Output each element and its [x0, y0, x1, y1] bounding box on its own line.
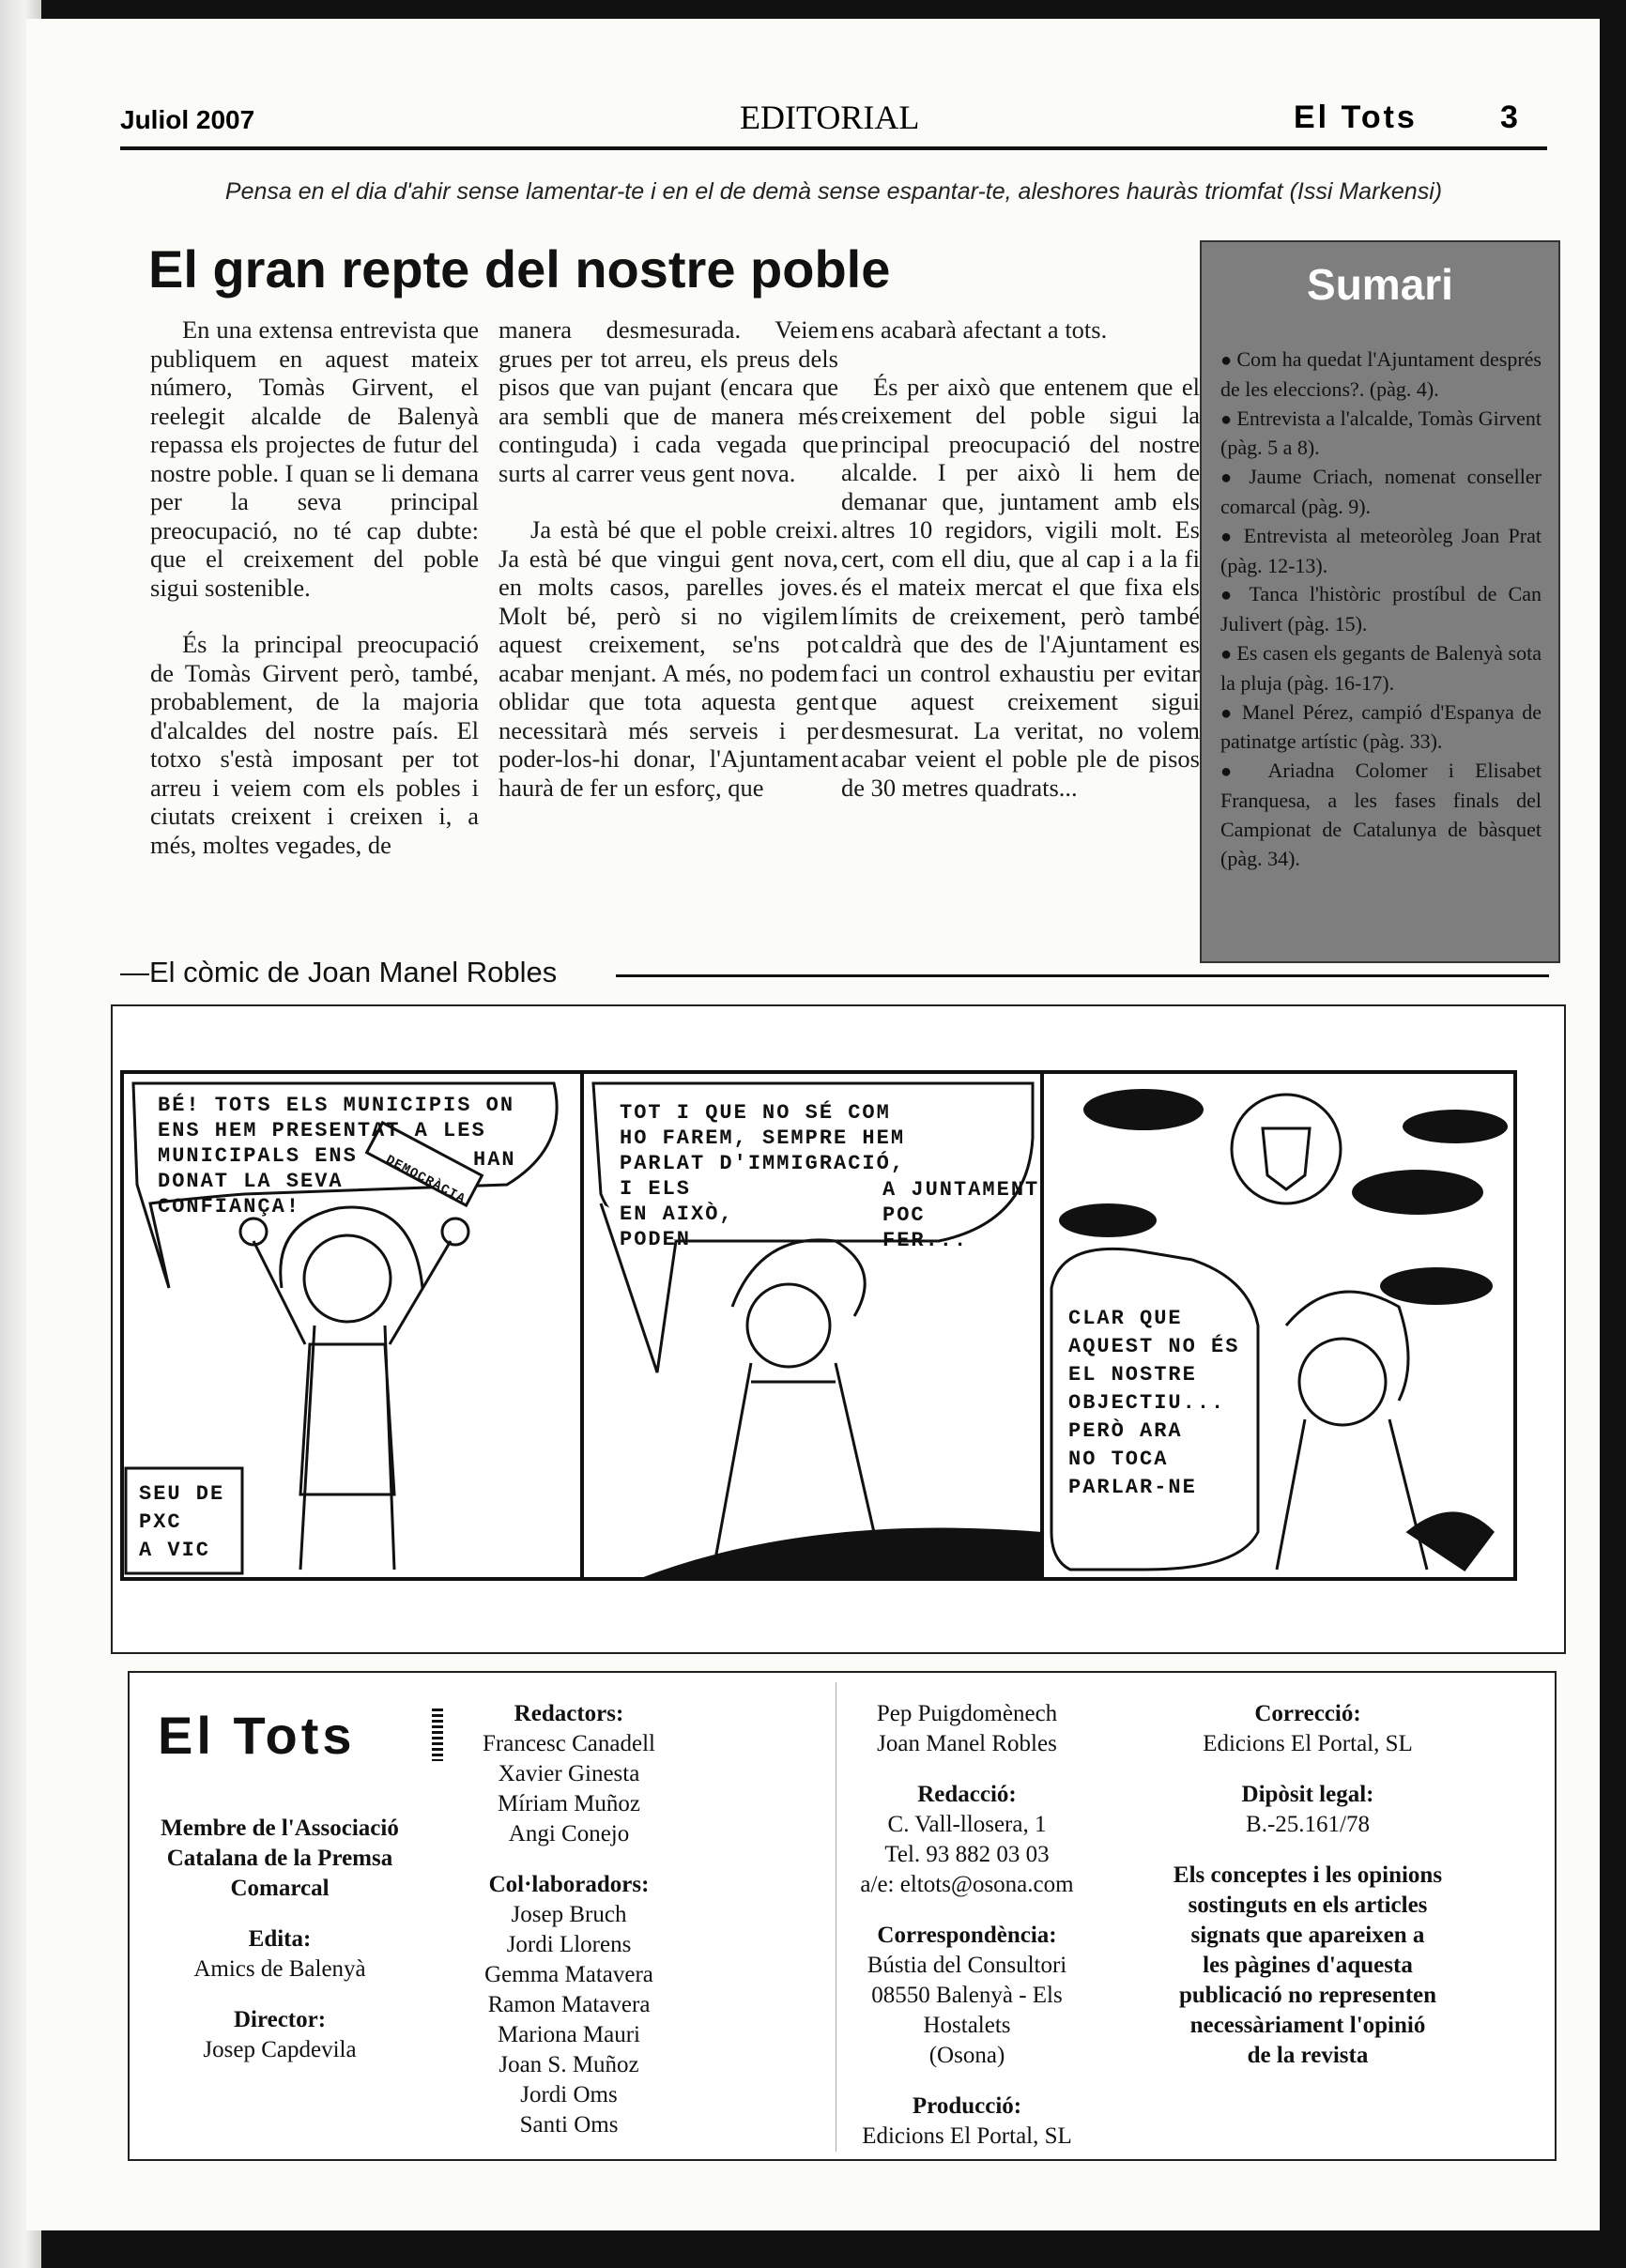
caption-line: OBJECTIU... [1068, 1391, 1226, 1415]
correccio-label: Correcció: [1254, 1701, 1361, 1726]
collaborador: Mariona Mauri [497, 2022, 641, 2047]
produccio-value: Edicions El Portal, SL [862, 2123, 1072, 2149]
summary-title: Sumari [1307, 260, 1453, 309]
page-number: 3 [1500, 100, 1518, 135]
magazine-page [26, 19, 1600, 2230]
masthead-column-3 [826, 1699, 1108, 2152]
redactor: Francesc Canadell [483, 1731, 655, 1756]
caption-line: FER... [882, 1229, 969, 1252]
redaccio-line: Tel. 93 882 03 03 [884, 1842, 1050, 1867]
summary-list [1220, 345, 1542, 873]
membership-line: Catalana de la Premsa [166, 1846, 393, 1871]
paragraph: És la principal preocupació de Tomàs Girvent però, també, probablement, de la majoria d'alcaldes del nostre país. El totxo s'està imposant per tot arreu i veiem com els pobles i ciutats creixent i creixen i, a més, moltes vegades, de [150, 630, 479, 859]
caption-line: DONAT LA SEVA [158, 1170, 344, 1193]
disclaimer-line: sostinguts en els articles [1188, 1893, 1428, 1918]
correspondencia-label: Correspondència: [877, 1923, 1057, 1948]
correccio-value: Edicions El Portal, SL [1203, 1731, 1413, 1756]
caption-line: CONFIANÇA! [158, 1195, 301, 1218]
caption-line: NO TOCA [1068, 1448, 1169, 1471]
collaborador: Jordi Oms [520, 2082, 618, 2107]
correspondencia-line: Bústia del Consultori [867, 1953, 1067, 1978]
summary-item: ● Com ha quedat l'Ajuntament després de les eleccions?. (pàg. 4). [1220, 345, 1542, 405]
paragraph: ens acabarà afectant a tots. [841, 315, 1108, 344]
director-value: Josep Capdevila [203, 2037, 357, 2062]
publication-name: El Tots [1294, 100, 1418, 135]
collaborador: Gemma Matavera [484, 1962, 653, 1987]
summary-item: ● Manel Pérez, campió d'Espanya de patinatge artístic (pàg. 33). [1220, 698, 1542, 758]
epigraph-quote: Pensa en el dia d'ahir sense lamentar-te i en el de demà sense espantar-te, aleshores hauràs triomfat (Issi Markensi) [224, 178, 1443, 205]
caption-line: AQUEST NO ÉS [1068, 1335, 1240, 1358]
caption-line: EN AIXÒ, [620, 1203, 734, 1226]
caption-line: A JUNTAMENT [882, 1178, 1040, 1202]
masthead-column-2 [428, 1699, 710, 2140]
caption-line: PXC [139, 1510, 182, 1534]
redactor: Angi Conejo [508, 1821, 630, 1847]
collaborador: Joan Manel Robles [877, 1731, 1057, 1756]
edita-value: Amics de Balenyà [193, 1956, 366, 1982]
caption-line: PERÒ ARA [1068, 1419, 1183, 1443]
collaborador: Santi Oms [519, 2112, 619, 2138]
wolf-figure [1277, 1292, 1493, 1570]
collaborador: Joan S. Muñoz [499, 2052, 639, 2077]
issue-date: Juliol 2007 [120, 105, 255, 134]
ground-shadow [638, 1528, 1042, 1579]
article-column-3 [841, 315, 1200, 830]
article-column-2 [499, 315, 838, 830]
leader-figure [713, 1240, 882, 1570]
caption-line: MUNICIPALS ENS [158, 1144, 358, 1168]
redaccio-line: a/e: eltots@osona.com [860, 1872, 1074, 1897]
disclaimer-line: publicació no representen [1178, 1983, 1437, 2008]
dark-cloud [1059, 1203, 1157, 1237]
caption-line: A VIC [139, 1539, 211, 1562]
edita-label: Edita: [248, 1926, 312, 1952]
caption-line: PODEN [620, 1228, 692, 1251]
summary-item: ● Entrevista al meteoròleg Joan Prat (pàg. 12-13). [1220, 522, 1542, 581]
panel-2-speech [620, 1100, 905, 1252]
correspondencia-line: 08550 Balenyà - Els Hostalets [871, 1983, 1063, 2038]
correspondencia-line: (Osona) [928, 2043, 1005, 2068]
produccio-label: Producció: [912, 2093, 1022, 2119]
caption-line: BÉ! TOTS ELS MUNICIPIS ON [158, 1094, 515, 1117]
header-rule [120, 146, 1547, 150]
dark-cloud [1352, 1170, 1483, 1215]
caption-line: EL NOSTRE [1068, 1363, 1197, 1387]
redaccio-label: Redacció: [917, 1782, 1017, 1807]
paragraph: manera desmesurada. Veiem grues per tot arreu, els preus dels pisos que van pujant (encara que ara sembli que de manera més continguda) i cada vegada que surts al carrer veus gent nova. [499, 315, 838, 487]
panel-1-speech-han: HAN [473, 1148, 516, 1172]
membership-line: Membre de l'Associació [161, 1816, 399, 1841]
article-headline: El gran repte del nostre poble [148, 239, 891, 299]
caption-line: TOT I QUE NO SÉ COM [620, 1101, 891, 1125]
collaborador: Josep Bruch [511, 1902, 627, 1927]
disclaimer-line: les pàgines d'aquesta [1203, 1953, 1413, 1978]
mayor-figure [240, 1207, 468, 1570]
caption-line: PARLAR-NE [1068, 1476, 1197, 1499]
caption-line: I ELS [620, 1177, 692, 1201]
caption-line: ENS HEM PRESENTAT A LES [158, 1119, 486, 1142]
diposit-value: B.-25.161/78 [1246, 1812, 1370, 1837]
summary-item: ● Ariadna Colomer i Elisabet Franquesa, a les fases finals del Campionat de Catalunya de bàsquet (pàg. 34). [1220, 757, 1542, 873]
summary-item: ● Entrevista a l'alcalde, Tomàs Girvent (pàg. 5 a 8). [1220, 405, 1542, 464]
collaborador: Jordi Llorens [506, 1932, 632, 1957]
coat-of-arms-icon [1232, 1095, 1341, 1203]
collaboradors-label: Col·laboradors: [488, 1872, 650, 1897]
masthead-box [128, 1671, 1557, 2161]
dark-cloud [1380, 1267, 1493, 1305]
masthead-column-1 [130, 1814, 430, 2065]
disclaimer-line: necessàriament l'opinió [1189, 2013, 1426, 2038]
membership-line: Comarcal [230, 1876, 330, 1901]
disclaimer-line: de la revista [1247, 2043, 1369, 2068]
comic-label-rule [616, 974, 1549, 977]
collaborador: Ramon Matavera [487, 1992, 651, 2017]
redaccio-line: C. Vall-llosera, 1 [887, 1812, 1047, 1837]
redactor: Míriam Muñoz [497, 1791, 641, 1816]
paragraph: Ja està bé que el poble creixi. Ja està bé que vingui gent nova, en molts casos, parelles joves. Molt bé, però si no vigilem aquest creixement, se'ns pot acabar menjant. A més, no podem oblidar que tota aquesta gent necessitarà més serveis i per poder-los-hi donar, l'Ajuntament haurà de fer un esforç, que [499, 515, 838, 802]
sign-text: DEMOCRÀCIA [382, 1152, 468, 1208]
pxc-box-text [139, 1480, 224, 1565]
masthead-column-4 [1106, 1699, 1510, 2071]
caption-line: HO FAREM, SEMPRE HEM [620, 1126, 906, 1150]
summary-item: ● Tanca l'històric prostíbul de Can Julivert (pàg. 15). [1220, 580, 1542, 639]
redactors-label: Redactors: [514, 1701, 624, 1726]
paragraph: És per això que entenem que el creixement del poble sigui la principal preocupació del nostre alcalde. I per això li hem de demanar que, juntament amb els altres 10 regidors, vigili molt. Es cert, com ell diu, que al cap i a la fi és el mateix mercat el que fixa els límits de creixement, però també caldrà que des de l'Ajuntament es faci un control exhaustiu per evitar que aquest creixement sigui desmesurat. La veritat, no volem acabar veient el poble ple de pisos de 30 metres quadrats... [841, 372, 1200, 802]
diposit-label: Dipòsit legal: [1241, 1782, 1374, 1807]
disclaimer-line: signats que apareixen a [1190, 1923, 1425, 1948]
collaborador: Pep Puigdomènech [876, 1701, 1058, 1726]
section-title: EDITORIAL [740, 99, 920, 136]
redactor: Xavier Ginesta [498, 1761, 640, 1786]
caption-line: POC [882, 1203, 926, 1227]
article-column-1 [150, 315, 479, 887]
publication-logo: El Tots [158, 1706, 356, 1765]
comic-strip [111, 1004, 1566, 1654]
caption-line: SEU DE [139, 1482, 225, 1506]
summary-box [1200, 240, 1560, 963]
disclaimer-line: Els conceptes i les opinions [1173, 1862, 1443, 1888]
panel-3-speech [1068, 1305, 1239, 1502]
dark-cloud [1083, 1089, 1204, 1130]
caption-line: CLAR QUE [1068, 1307, 1183, 1330]
dark-cloud [1403, 1110, 1508, 1143]
director-label: Director: [233, 2007, 327, 2032]
panel-2-speech-right [882, 1177, 1039, 1253]
caption-line: PARLAT D'IMMIGRACIÓ, [620, 1152, 906, 1175]
comic-label: —El còmic de Joan Manel Robles [120, 956, 558, 988]
paragraph: En una extensa entrevista que publiquem en aquest mateix número, Tomàs Girvent, el reelegit alcalde de Balenyà repassa els projectes de futur del nostre poble. I quan se li demana per la seva principal preocupació, no té cap dubte: que el creixement del poble sigui sostenible. [150, 315, 479, 602]
summary-item: ● Jaume Criach, nomenat conseller comarcal (pàg. 9). [1220, 463, 1542, 522]
summary-item: ● Es casen els gegants de Balenyà sota la pluja (pàg. 16-17). [1220, 639, 1542, 698]
